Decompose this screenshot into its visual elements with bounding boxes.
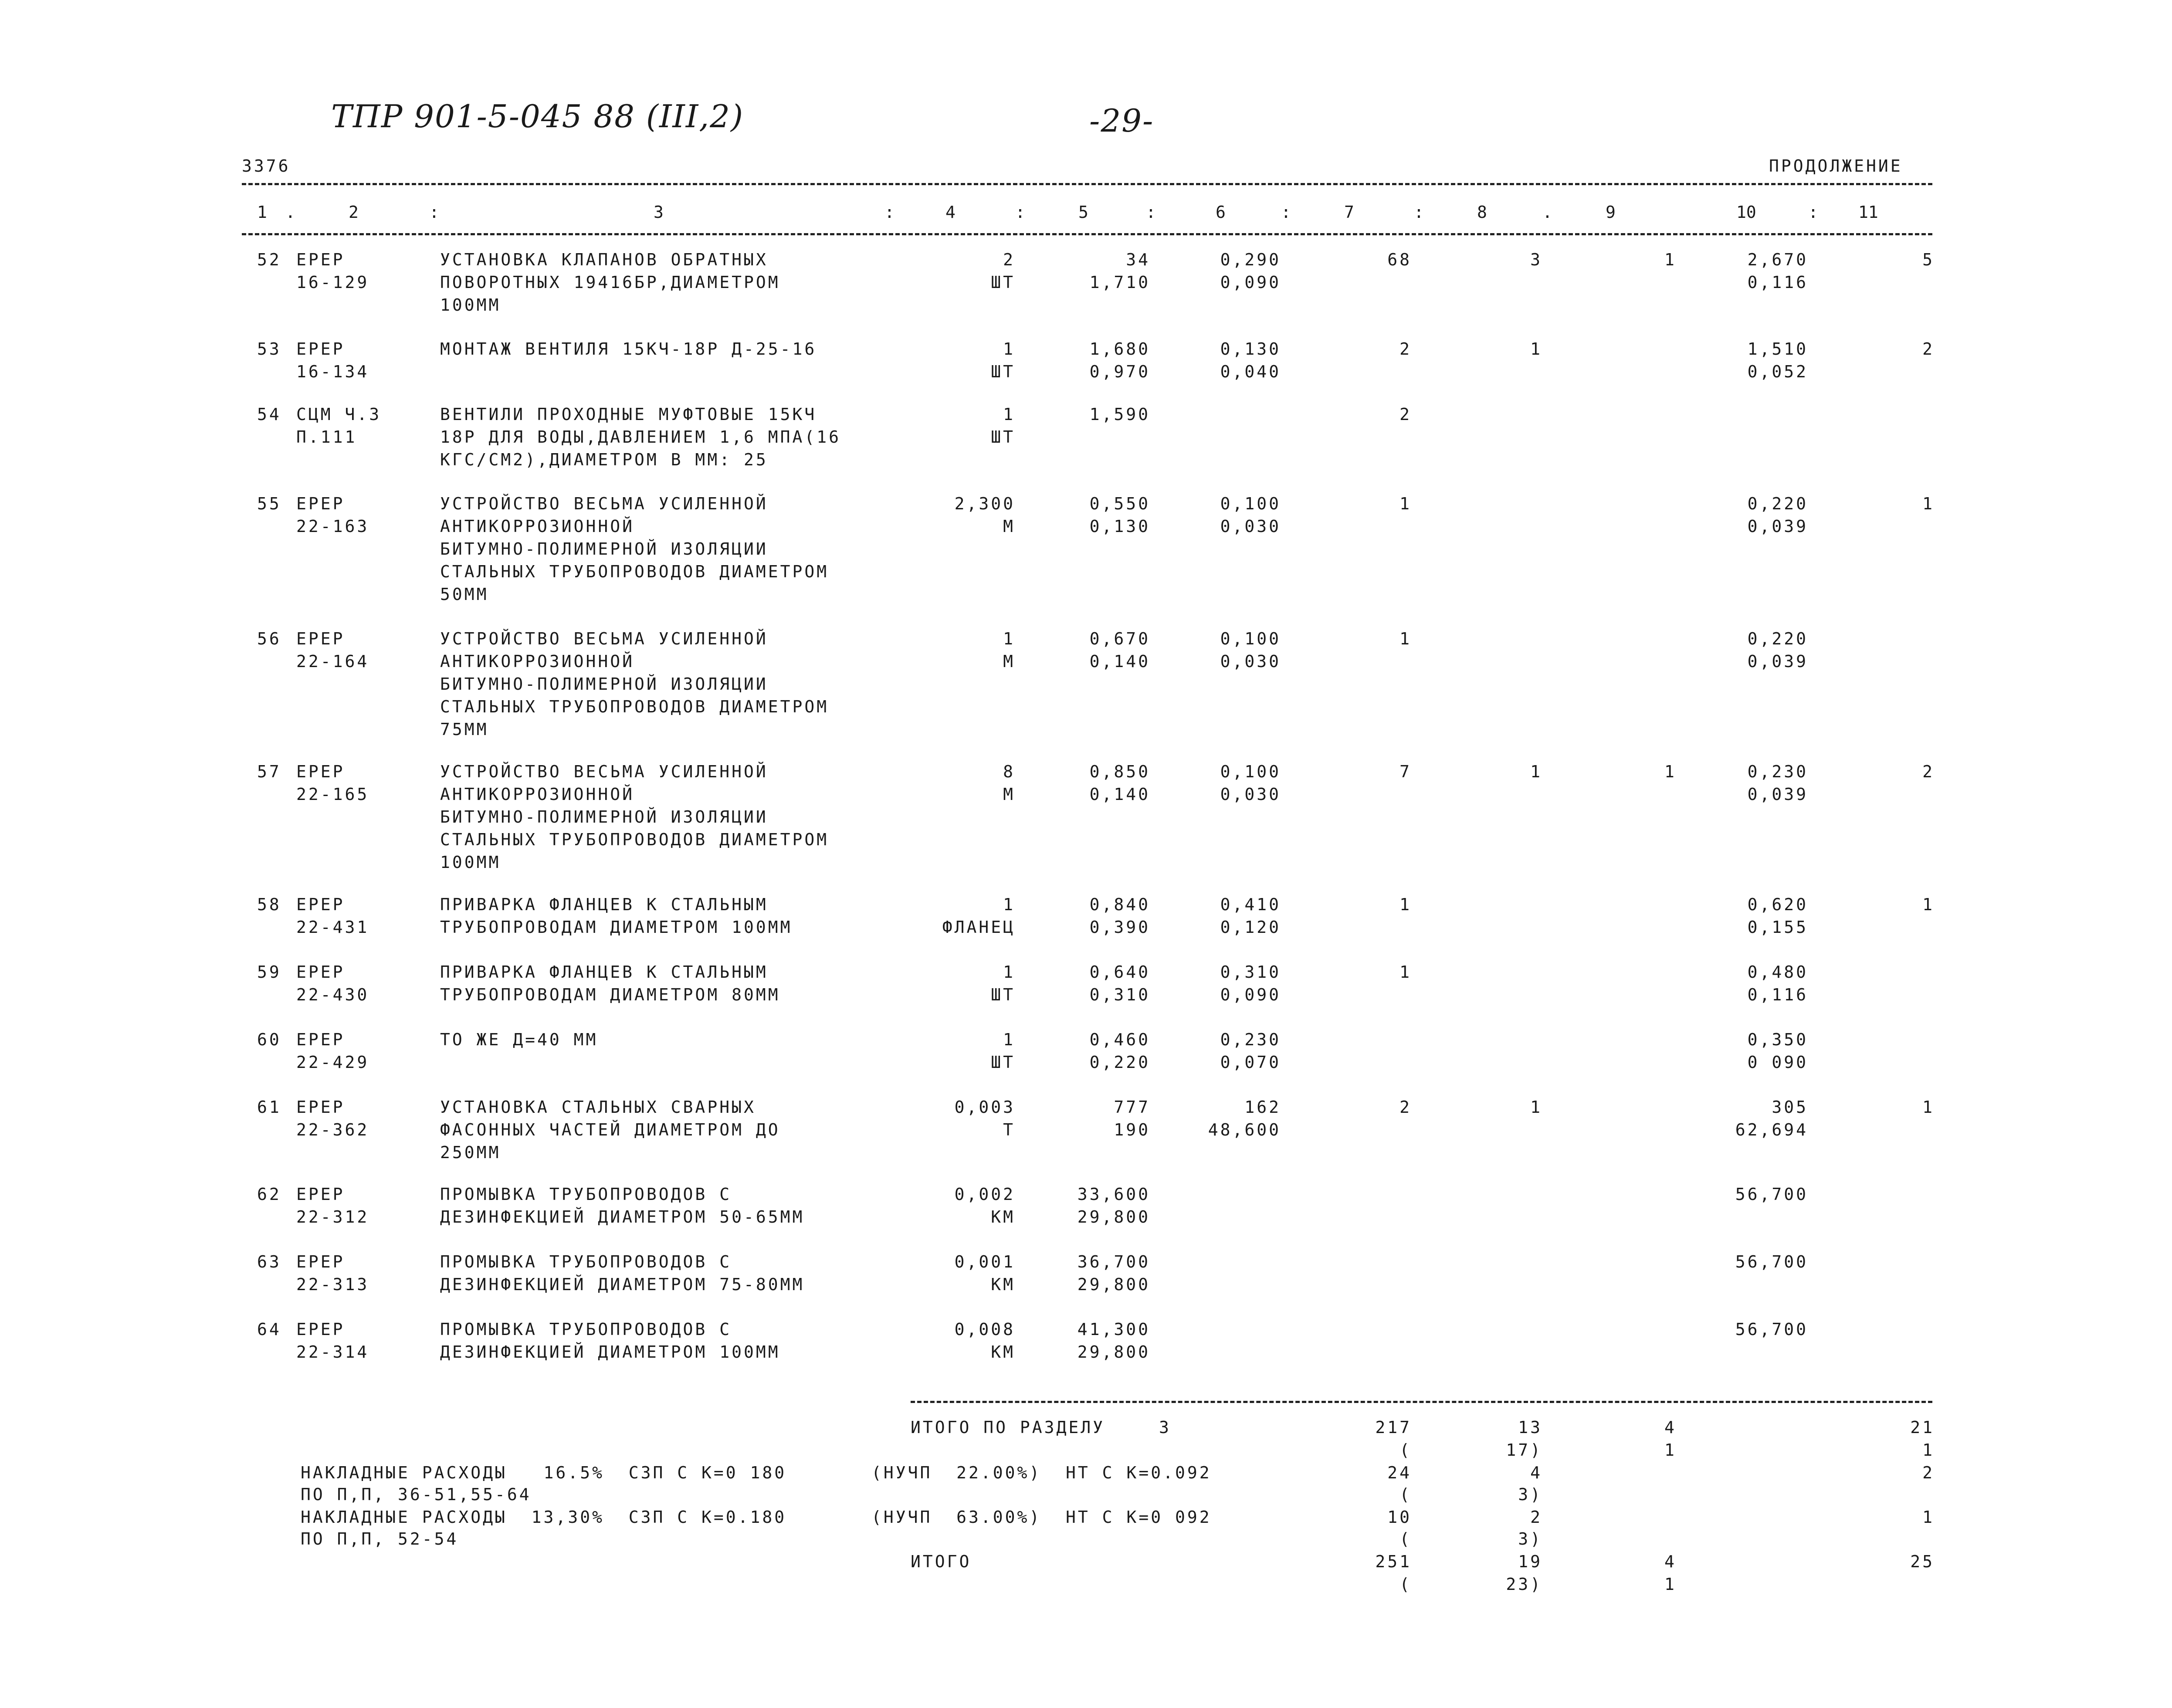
rate-code-number: 22-362 [296,1120,369,1139]
col10-subvalue: 0 090 [1747,1053,1808,1072]
work-description-line: УСТРОЙСТВО ВЕСЬМА УСИЛЕННОЙ [440,629,768,648]
work-description-line: 100ММ [440,853,501,872]
work-description-line: ПРОМЫВКА ТРУБОПРОВОДОВ С [440,1320,732,1339]
overhead1-c8b: 3) [1518,1485,1542,1504]
rate-code-number: 22-163 [296,517,369,536]
work-description-line: ПРИВАРКА ФЛАНЦЕВ К СТАЛЬНЫМ [440,895,768,914]
quantity: 8 [1003,762,1015,781]
col-8: 8 [1477,203,1487,222]
rate-code-number: 22-431 [296,918,369,937]
col6-subvalue: 0,030 [1220,517,1281,536]
col10-value: 1,510 [1747,339,1808,359]
col6-value: 162 [1244,1098,1281,1117]
col5-subvalue: 0,140 [1089,652,1150,671]
unit: ШТ [991,427,1015,447]
col9-value: 1 [1664,762,1677,781]
col-sep: : [1281,203,1291,222]
col10-subvalue: 0,052 [1747,362,1808,381]
col10-value: 0,350 [1747,1030,1808,1049]
work-description-line: ПРИВАРКА ФЛАНЦЕВ К СТАЛЬНЫМ [440,962,768,982]
col-sep: : [884,203,895,222]
col6-value: 0,100 [1220,494,1281,513]
col6-value: 0,100 [1220,762,1281,781]
col8-value: 1 [1530,1098,1542,1117]
page-number: -29- [1089,102,1154,139]
rate-code-source: ЕРЕР [296,895,345,914]
col-sep: : [429,203,439,222]
overhead2-line1: НАКЛАДНЫЕ РАСХОДЫ 13,30% СЗП С К=0.180 [301,1508,787,1527]
col5-subvalue: 0,970 [1089,362,1150,381]
col6-value: 0,410 [1220,895,1281,914]
col6-subvalue: 0,040 [1220,362,1281,381]
work-description-line: УСТРОЙСТВО ВЕСЬМА УСИЛЕННОЙ [440,494,768,513]
overhead2-details: (НУЧП 63.00%) НТ С К=0 092 [871,1508,1212,1527]
work-description-line: СТАЛЬНЫХ ТРУБОПРОВОДОВ ДИАМЕТРОМ [440,697,829,716]
rate-code-number: П.111 [296,427,357,447]
col10-value: 0,230 [1747,762,1808,781]
col10-value: 56,700 [1735,1185,1808,1204]
col6-subvalue: 0,090 [1220,985,1281,1004]
row-number: 55 [257,494,281,513]
row-number: 58 [257,895,281,914]
col6-value: 0,230 [1220,1030,1281,1049]
col5-subvalue: 29,800 [1077,1275,1150,1294]
work-description-line: БИТУМНО-ПОЛИМЕРНОЙ ИЗОЛЯЦИИ [440,539,768,559]
col10-subvalue: 62,694 [1735,1120,1808,1139]
rate-code-number: 22-430 [296,985,369,1004]
col5-subvalue: 0,310 [1089,985,1150,1004]
col-11: 11 [1858,203,1878,222]
col7-value: 1 [1399,629,1412,648]
work-description-line: ТРУБОПРОВОДАМ ДИАМЕТРОМ 80ММ [440,985,780,1004]
sheet-number: 3376 [242,156,291,176]
grand-total-c9b: 1 [1664,1575,1677,1594]
col10-value: 305 [1772,1098,1808,1117]
col11-value: 2 [1922,762,1935,781]
col7-value: 1 [1399,962,1412,982]
col-2: 2 [349,203,359,222]
col10-subvalue: 0,039 [1747,517,1808,536]
rate-code-source: ЕРЕР [296,1252,345,1271]
col11-value: 2 [1922,339,1935,359]
col6-subvalue: 0,090 [1220,273,1281,292]
col5-value: 41,300 [1077,1320,1150,1339]
col-dot: . [1542,203,1552,222]
section-total-c7: 217 [1375,1418,1412,1437]
overhead1-line2: ПО П,П, 36-51,55-64 [301,1485,532,1504]
grand-total-c8b: 23) [1506,1575,1542,1594]
col-dot: . [285,203,295,222]
col5-value: 0,460 [1089,1030,1150,1049]
col9-value: 1 [1664,250,1677,269]
unit: М [1003,652,1015,671]
work-description-line: 50ММ [440,585,489,604]
quantity: 1 [1003,339,1015,359]
work-description-line: ДЕЗИНФЕКЦИЕЙ ДИАМЕТРОМ 50-65ММ [440,1207,805,1227]
col10-value: 2,670 [1747,250,1808,269]
row-number: 57 [257,762,281,781]
col5-subvalue: 190 [1114,1120,1150,1139]
work-description-line: БИТУМНО-ПОЛИМЕРНОЙ ИЗОЛЯЦИИ [440,807,768,827]
col11-value: 1 [1922,494,1935,513]
row-number: 53 [257,339,281,359]
rate-code-source: ЕРЕР [296,962,345,982]
overhead2-line2: ПО П,П, 52-54 [301,1529,459,1549]
col-10: 10 [1736,203,1756,222]
work-description-line: ДЕЗИНФЕКЦИЕЙ ДИАМЕТРОМ 75-80ММ [440,1275,805,1294]
grand-total-c8: 19 [1518,1552,1542,1571]
col5-value: 0,640 [1089,962,1150,982]
unit: ШТ [991,273,1015,292]
quantity: 0,002 [954,1185,1015,1204]
col-3: 3 [654,203,664,222]
header-bottom-rule [242,233,1932,235]
col5-value: 0,850 [1089,762,1150,781]
col11-value: 1 [1922,895,1935,914]
work-description-line: 18Р ДЛЯ ВОДЫ,ДАВЛЕНИЕМ 1,6 МПА(16 [440,427,841,447]
col5-subvalue: 29,800 [1077,1207,1150,1227]
col6-subvalue: 0,030 [1220,652,1281,671]
work-description-line: БИТУМНО-ПОЛИМЕРНОЙ ИЗОЛЯЦИИ [440,674,768,694]
col5-subvalue: 0,220 [1089,1053,1150,1072]
col5-value: 0,670 [1089,629,1150,648]
work-description-line: ДЕЗИНФЕКЦИЕЙ ДИАМЕТРОМ 100ММ [440,1342,780,1362]
col7-value: 2 [1399,339,1412,359]
unit: ФЛАНЕЦ [942,918,1015,937]
col-9: 9 [1606,203,1616,222]
col10-value: 0,220 [1747,494,1808,513]
section-total-c11b: 1 [1922,1440,1935,1460]
col-4: 4 [945,203,956,222]
quantity: 1 [1003,405,1015,424]
work-description-line: УСТРОЙСТВО ВЕСЬМА УСИЛЕННОЙ [440,762,768,781]
col10-value: 0,480 [1747,962,1808,982]
work-description-line: АНТИКОРРОЗИОННОЙ [440,517,635,536]
rate-code-source: ЕРЕР [296,1320,345,1339]
col-sep: : [1015,203,1025,222]
overhead2-c11: 1 [1922,1508,1935,1527]
section-total-c11: 21 [1910,1418,1935,1437]
col5-subvalue: 0,390 [1089,918,1150,937]
section-total-c7b: ( [1399,1440,1412,1460]
row-number: 56 [257,629,281,648]
overhead1-line1: НАКЛАДНЫЕ РАСХОДЫ 16.5% СЗП С К=0 180 [301,1463,787,1482]
work-description-line: КГС/СМ2),ДИАМЕТРОМ В ММ: 25 [440,450,768,469]
work-description-line: ПРОМЫВКА ТРУБОПРОВОДОВ С [440,1252,732,1271]
work-description-line: СТАЛЬНЫХ ТРУБОПРОВОДОВ ДИАМЕТРОМ [440,562,829,581]
rate-code-source: ЕРЕР [296,339,345,359]
col6-value: 0,310 [1220,962,1281,982]
work-description-line: ПРОМЫВКА ТРУБОПРОВОДОВ С [440,1185,732,1204]
col6-subvalue: 48,600 [1208,1120,1281,1139]
col5-value: 1,680 [1089,339,1150,359]
col-6: 6 [1216,203,1226,222]
col7-value: 1 [1399,494,1412,513]
col8-value: 1 [1530,762,1542,781]
col10-subvalue: 0,155 [1747,918,1808,937]
unit: М [1003,517,1015,536]
overhead2-c8: 2 [1530,1508,1542,1527]
rate-code-source: ЕРЕР [296,1098,345,1117]
overhead1-details: (НУЧП 22.00%) НТ С К=0.092 [871,1463,1212,1482]
rate-code-source: ЕРЕР [296,629,345,648]
col7-value: 68 [1387,250,1412,269]
rate-code-source: ЕРЕР [296,494,345,513]
quantity: 0,008 [954,1320,1015,1339]
rate-code-source: ЕРЕР [296,762,345,781]
quantity: 1 [1003,962,1015,982]
col11-value: 5 [1922,250,1935,269]
col6-value: 0,130 [1220,339,1281,359]
row-number: 64 [257,1320,281,1339]
quantity: 0,001 [954,1252,1015,1271]
section-total-c9b: 1 [1664,1440,1677,1460]
grand-total-c9: 4 [1664,1552,1677,1571]
col10-subvalue: 0,039 [1747,785,1808,804]
quantity: 1 [1003,895,1015,914]
col5-value: 0,550 [1089,494,1150,513]
quantity: 1 [1003,629,1015,648]
grand-total-label: ИТОГО [911,1552,972,1571]
section-number: 3 [1159,1418,1171,1437]
quantity: 2 [1003,250,1015,269]
row-number: 54 [257,405,281,424]
grand-total-c7b: ( [1399,1575,1412,1594]
rate-code-number: 22-429 [296,1053,369,1072]
work-description-line: 75ММ [440,720,489,739]
overhead1-c7: 24 [1387,1463,1412,1482]
row-number: 59 [257,962,281,982]
rate-code-number: 22-314 [296,1342,369,1362]
col7-value: 7 [1399,762,1412,781]
unit: М [1003,785,1015,804]
overhead2-c8b: 3) [1518,1529,1542,1549]
row-number: 52 [257,250,281,269]
work-description-line: ВЕНТИЛИ ПРОХОДНЫЕ МУФТОВЫЕ 15КЧ [440,405,817,424]
col10-value: 0,620 [1747,895,1808,914]
section-total-c8: 13 [1518,1418,1542,1437]
col6-subvalue: 0,120 [1220,918,1281,937]
overhead2-c7b: ( [1399,1529,1412,1549]
rate-code-number: 16-129 [296,273,369,292]
row-number: 62 [257,1185,281,1204]
col10-value: 56,700 [1735,1252,1808,1271]
col10-subvalue: 0,116 [1747,273,1808,292]
work-description-line: ПОВОРОТНЫХ 19416БР,ДИАМЕТРОМ [440,273,780,292]
rate-code-number: 16-134 [296,362,369,381]
col-1: 1 [257,203,267,222]
work-description-line: УСТАНОВКА СТАЛЬНЫХ СВАРНЫХ [440,1098,756,1117]
rate-code-source: ЕРЕР [296,1185,345,1204]
col-sep: : [1414,203,1424,222]
column-header [0,203,2172,224]
unit: ШТ [991,362,1015,381]
rate-code-source: ЕРЕР [296,1030,345,1049]
work-description-line: ТО ЖЕ Д=40 ММ [440,1030,598,1049]
overhead1-c7b: ( [1399,1485,1412,1504]
overhead1-c8: 4 [1530,1463,1542,1482]
section-total-label: ИТОГО ПО РАЗДЕЛУ [911,1418,1105,1437]
work-description-line: ФАСОННЫХ ЧАСТЕЙ ДИАМЕТРОМ ДО [440,1120,780,1139]
row-number: 60 [257,1030,281,1049]
header-top-rule [242,183,1932,185]
grand-total-c7: 251 [1375,1552,1412,1571]
quantity: 2,300 [954,494,1015,513]
col-sep: : [1808,203,1818,222]
work-description-line: АНТИКОРРОЗИОННОЙ [440,785,635,804]
col5-value: 0,840 [1089,895,1150,914]
col5-value: 777 [1114,1098,1150,1117]
unit: КМ [991,1207,1015,1227]
quantity: 0,003 [954,1098,1015,1117]
doc-code: ТПР 901-5-045 88 (III,2) [331,98,744,135]
col8-value: 1 [1530,339,1542,359]
col5-subvalue: 29,800 [1077,1342,1150,1362]
col8-value: 3 [1530,250,1542,269]
unit: КМ [991,1275,1015,1294]
rate-code-number: 22-164 [296,652,369,671]
section-total-c9: 4 [1664,1418,1677,1437]
section-total-c8b: 17) [1506,1440,1542,1460]
work-description-line: 250ММ [440,1143,501,1162]
work-description-line: СТАЛЬНЫХ ТРУБОПРОВОДОВ ДИАМЕТРОМ [440,830,829,849]
quantity: 1 [1003,1030,1015,1049]
col-7: 7 [1344,203,1354,222]
col10-subvalue: 0,116 [1747,985,1808,1004]
rate-code-number: 22-313 [296,1275,369,1294]
row-number: 61 [257,1098,281,1117]
col6-subvalue: 0,030 [1220,785,1281,804]
col5-value: 33,600 [1077,1185,1150,1204]
rate-code-number: 22-312 [296,1207,369,1227]
work-description-line: АНТИКОРРОЗИОННОЙ [440,652,635,671]
col10-value: 0,220 [1747,629,1808,648]
col5-subvalue: 0,140 [1089,785,1150,804]
col6-value: 0,100 [1220,629,1281,648]
col-5: 5 [1078,203,1088,222]
row-number: 63 [257,1252,281,1271]
rate-code-number: 22-165 [296,785,369,804]
work-description-line: ТРУБОПРОВОДАМ ДИАМЕТРОМ 100ММ [440,918,793,937]
work-description-line: 100ММ [440,295,501,315]
summary-rule [911,1401,1932,1403]
unit: КМ [991,1342,1015,1362]
col7-value: 2 [1399,405,1412,424]
col5-value: 34 [1126,250,1150,269]
col7-value: 1 [1399,895,1412,914]
col5-value: 1,590 [1089,405,1150,424]
overhead2-c7: 10 [1387,1508,1412,1527]
col5-subvalue: 1,710 [1089,273,1150,292]
rate-code-source: ЕРЕР [296,250,345,269]
unit: Т [1003,1120,1015,1139]
continuation-label: ПРОДОЛЖЕНИЕ [1769,156,1903,176]
col10-value: 56,700 [1735,1320,1808,1339]
unit: ШТ [991,985,1015,1004]
grand-total-c11: 25 [1910,1552,1935,1571]
work-description-line: УСТАНОВКА КЛАПАНОВ ОБРАТНЫХ [440,250,768,269]
col6-subvalue: 0,070 [1220,1053,1281,1072]
rate-code-source: СЦМ Ч.3 [296,405,382,424]
col10-subvalue: 0,039 [1747,652,1808,671]
col-sep: : [1146,203,1156,222]
col11-value: 1 [1922,1098,1935,1117]
col6-value: 0,290 [1220,250,1281,269]
unit: ШТ [991,1053,1015,1072]
col5-value: 36,700 [1077,1252,1150,1271]
overhead1-c11: 2 [1922,1463,1935,1482]
col7-value: 2 [1399,1098,1412,1117]
col5-subvalue: 0,130 [1089,517,1150,536]
work-description-line: МОНТАЖ ВЕНТИЛЯ 15КЧ-18Р Д-25-16 [440,339,817,359]
